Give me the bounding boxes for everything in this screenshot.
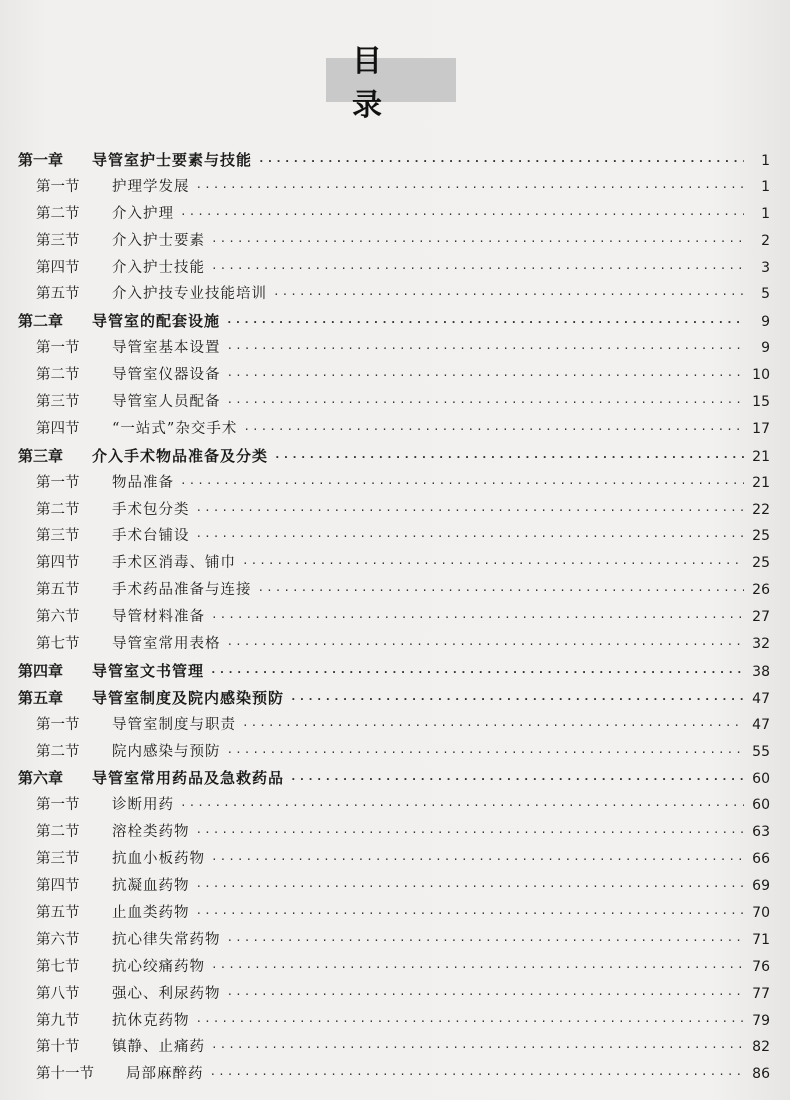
toc-leader-dots: [196, 175, 745, 202]
toc-entry-title: 局部麻醉药: [126, 1066, 204, 1083]
toc-entry-number: 第一节: [36, 797, 80, 814]
toc-leader-dots: [196, 524, 745, 551]
toc-leader-dots: [274, 445, 744, 472]
toc-entry-number: 第三节: [36, 851, 80, 868]
toc-page-number: 38: [752, 663, 770, 680]
toc-entry-number: 第三章: [18, 446, 64, 465]
toc-page-number: 25: [752, 555, 770, 572]
toc-page-number: 1: [761, 205, 770, 222]
toc-entry-title: 抗血小板药物: [112, 851, 205, 868]
toc-entry-title: 物品准备: [112, 474, 174, 491]
toc-leader-dots: [243, 417, 744, 444]
toc-page-number: 15: [752, 394, 770, 411]
toc-page-number: 9: [761, 314, 770, 331]
toc-page-number: 10: [752, 367, 770, 384]
toc-page-number: 22: [752, 501, 770, 518]
toc-chapter-entry: [18, 308, 770, 335]
toc-page-number: 71: [752, 931, 770, 948]
toc-entry-number: 第三节: [36, 394, 80, 411]
toc-page-number: 27: [752, 609, 770, 626]
toc-page-number: 55: [752, 743, 770, 760]
toc-section-entry: [18, 470, 770, 497]
toc-section-entry: [18, 819, 770, 846]
toc-entry-number: 第八节: [36, 985, 80, 1002]
toc-leader-dots: [211, 847, 744, 874]
toc-section-entry: [18, 873, 770, 900]
toc-section-entry: [18, 335, 770, 362]
toc-section-entry: [18, 362, 770, 389]
toc-entry-title: 护理学发展: [112, 178, 190, 195]
toc-page-number: 1: [761, 153, 770, 169]
toc-leader-dots: [211, 229, 744, 256]
toc-entry-title: 手术药品准备与连接: [112, 582, 252, 599]
toc-leader-dots: [210, 1062, 745, 1089]
toc-section-entry: [18, 523, 770, 550]
toc-leader-dots: [196, 820, 745, 847]
toc-leader-dots: [290, 767, 744, 794]
toc-page-number: 17: [752, 420, 770, 437]
toc-section-entry: [18, 954, 770, 981]
toc-page-number: 21: [752, 448, 770, 465]
toc-section-entry: [18, 900, 770, 927]
toc-chapter-entry: [18, 685, 770, 712]
toc-entry-title: 镇静、止痛药: [112, 1039, 205, 1056]
toc-entry-number: 第四节: [36, 878, 80, 895]
toc-entry-number: 第一节: [36, 340, 80, 357]
toc-entry-title: 介入护士要素: [112, 232, 205, 249]
toc-entry-number: 第四节: [36, 259, 80, 276]
toc-page-number: 2: [761, 232, 770, 249]
toc-page-number: 82: [752, 1039, 770, 1056]
toc-entry-number: 第九节: [36, 1012, 80, 1029]
toc-entry-title: 抗心绞痛药物: [112, 958, 205, 975]
toc-entry-number: 第三节: [36, 232, 80, 249]
toc-section-entry: [18, 255, 770, 282]
toc-section-entry: [18, 712, 770, 739]
toc-entry-title: 抗心律失常药物: [112, 931, 221, 948]
toc-entry-title: 抗凝血药物: [112, 878, 190, 895]
toc-entry-title: 手术区消毒、铺巾: [112, 555, 236, 572]
toc-entry-number: 第六节: [36, 609, 80, 626]
toc-leader-dots: [180, 202, 744, 229]
toc-leader-dots: [242, 713, 744, 740]
toc-page-number: 32: [752, 636, 770, 653]
toc-page-number: 77: [752, 985, 770, 1002]
toc-leader-dots: [211, 256, 744, 283]
toc-leader-dots: [227, 363, 745, 390]
toc-entry-title: 导管室常用表格: [112, 636, 221, 653]
toc-leader-dots: [227, 632, 745, 659]
toc-page-number: 3: [761, 259, 770, 276]
toc-entry-title: 手术包分类: [112, 501, 190, 518]
toc-section-entry: [18, 497, 770, 524]
toc-page-number: 9: [761, 340, 770, 357]
toc-section-entry: [18, 1008, 770, 1035]
toc-entry-number: 第一节: [36, 474, 80, 491]
toc-section-entry: [18, 1034, 770, 1061]
toc-leader-dots: [211, 605, 744, 632]
toc-page-number: 79: [752, 1012, 770, 1029]
toc-entry-number: 第六节: [36, 931, 80, 948]
toc-section-entry: [18, 228, 770, 255]
toc-entry-number: 第一章: [18, 151, 64, 169]
toc-section-entry: [18, 416, 770, 443]
toc-leader-dots: [210, 660, 744, 687]
toc-entry-title: 导管室的配套设施: [92, 312, 221, 331]
toc-page-number: 63: [752, 824, 770, 841]
toc-entry-number: 第四节: [36, 420, 80, 437]
toc-entry-number: 第五节: [36, 904, 80, 921]
toc-entry-title: 院内感染与预防: [112, 743, 221, 760]
toc-page-number: 26: [752, 582, 770, 599]
toc-leader-dots: [196, 901, 745, 928]
toc-page-number: 66: [752, 851, 770, 868]
toc-page-number: 86: [752, 1066, 770, 1083]
toc-entry-title: 介入手术物品准备及分类: [92, 446, 269, 465]
toc-entry-number: 第四章: [18, 661, 64, 680]
toc-leader-dots: [226, 310, 744, 337]
toc-leader-dots: [196, 498, 745, 525]
toc-chapter-entry: [18, 443, 770, 470]
toc-entry-number: 第六章: [18, 769, 64, 788]
toc-section-entry: [18, 631, 770, 658]
toc-entry-title: 导管室文书管理: [92, 661, 205, 680]
toc-entry-title: 止血类药物: [112, 904, 190, 921]
toc-page-number: 76: [752, 958, 770, 975]
toc-entry-title: 诊断用药: [112, 797, 174, 814]
toc-leader-dots: [180, 793, 744, 820]
toc-entry-number: 第十一节: [36, 1066, 94, 1083]
toc-leader-dots: [273, 282, 744, 309]
toc-entry-number: 第五章: [18, 688, 64, 707]
toc-page-number: 69: [752, 878, 770, 895]
toc-section-entry: [18, 281, 770, 308]
toc-entry-number: 第二节: [36, 367, 80, 384]
toc-page-number: 25: [752, 528, 770, 545]
toc-entry-title: 抗休克药物: [112, 1012, 190, 1029]
toc-entry-title: 介入护技专业技能培训: [112, 286, 267, 303]
toc-entry-number: 第二节: [36, 743, 80, 760]
toc-entry-title: 导管材料准备: [112, 609, 205, 626]
toc-leader-dots: [258, 149, 744, 176]
toc-leader-dots: [227, 982, 745, 1009]
toc-chapter-entry: [18, 147, 770, 174]
toc-section-entry: [18, 739, 770, 766]
toc-leader-dots: [196, 874, 745, 901]
toc-chapter-entry: [18, 658, 770, 685]
toc-section-entry: [18, 201, 770, 228]
toc-entry-number: 第七节: [36, 958, 80, 975]
toc-section-entry: [18, 846, 770, 873]
toc-leader-dots: [242, 551, 744, 578]
toc-section-entry: [18, 577, 770, 604]
toc-leader-dots: [227, 336, 745, 363]
toc-entry-title: 介入护理: [112, 205, 174, 222]
toc-chapter-entry: [18, 765, 770, 792]
toc-section-entry: [18, 604, 770, 631]
toc-leader-dots: [196, 1009, 745, 1036]
toc-page-number: 47: [752, 690, 770, 707]
toc-entry-title: 导管室基本设置: [112, 340, 221, 357]
toc-entry-number: 第二节: [36, 501, 80, 518]
toc-entry-title: 导管室人员配备: [112, 394, 221, 411]
page-title: 目 录: [326, 58, 456, 102]
toc-entry-title: 溶栓类药物: [112, 824, 190, 841]
toc-leader-dots: [227, 390, 745, 417]
toc-entry-title: 手术台铺设: [112, 528, 190, 545]
toc-leader-dots: [211, 1035, 744, 1062]
toc-entry-title: 介入护士技能: [112, 259, 205, 276]
toc-entry-title: 导管室常用药品及急救药品: [92, 769, 285, 788]
toc-page-number: 60: [752, 797, 770, 814]
toc-page-number: 1: [761, 178, 770, 195]
toc-entry-title: 导管室仪器设备: [112, 367, 221, 384]
toc-section-entry: [18, 1061, 770, 1088]
toc-entry-title: 导管室制度与职责: [112, 716, 236, 733]
toc-entry-title: 导管室护士要素与技能: [92, 151, 253, 169]
toc-entry-number: 第四节: [36, 555, 80, 572]
toc-entry-number: 第二章: [18, 312, 64, 331]
toc-entry-number: 第十节: [36, 1039, 80, 1056]
toc-leader-dots: [227, 740, 745, 767]
toc-entry-number: 第五节: [36, 286, 80, 303]
toc-leader-dots: [227, 928, 745, 955]
toc-entry-title: 导管室制度及院内感染预防: [92, 688, 285, 707]
toc-section-entry: [18, 927, 770, 954]
toc-leader-dots: [180, 471, 744, 498]
toc-entry-number: 第二节: [36, 205, 80, 222]
table-of-contents: [18, 147, 770, 1088]
toc-entry-number: 第一节: [36, 178, 80, 195]
toc-section-entry: [18, 792, 770, 819]
toc-leader-dots: [211, 955, 744, 982]
toc-entry-title: “一站式”杂交手术: [112, 420, 238, 437]
toc-page-number: 21: [752, 474, 770, 491]
toc-entry-number: 第三节: [36, 528, 80, 545]
toc-leader-dots: [290, 687, 744, 714]
toc-entry-number: 第五节: [36, 582, 80, 599]
toc-entry-number: 第二节: [36, 824, 80, 841]
toc-section-entry: [18, 174, 770, 201]
toc-page-number: 70: [752, 904, 770, 921]
toc-leader-dots: [258, 578, 745, 605]
toc-entry-number: 第七节: [36, 636, 80, 653]
toc-page-number: 5: [761, 286, 770, 303]
toc-section-entry: [18, 981, 770, 1008]
toc-page-number: 60: [752, 771, 770, 788]
toc-entry-title: 强心、利尿药物: [112, 985, 221, 1002]
toc-page-number: 47: [752, 716, 770, 733]
toc-section-entry: [18, 389, 770, 416]
toc-section-entry: [18, 550, 770, 577]
toc-entry-number: 第一节: [36, 716, 80, 733]
